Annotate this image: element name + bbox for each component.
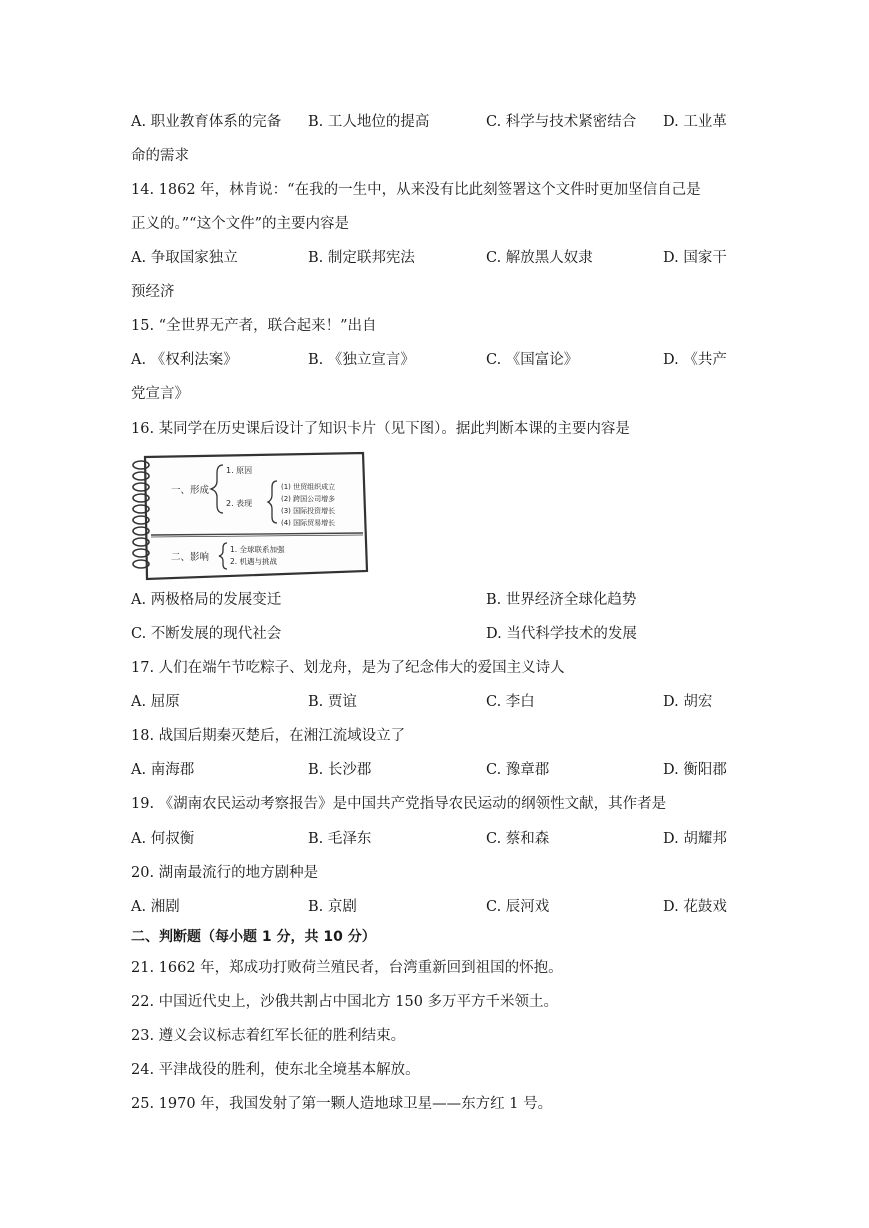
judge-item-25: 25. 1970 年，我国发射了第一颗人造地球卫星——东方红 1 号。 [131,1096,553,1112]
card-formation-label: 一、形成 [171,485,210,496]
q20-stem: 20. 湖南最流行的地方剧种是 [131,865,319,881]
q16-option-a: A. 两极格局的发展变迁 [131,592,282,608]
q19-option-d: D. 胡耀邦 [663,831,727,847]
q15-option-a: A. 《权利法案》 [131,352,238,368]
q15-stem: 15. “全世界无产者，联合起来！”出自 [131,318,377,334]
q14-stem-line2: 正义的。”“这个文件”的主要内容是 [131,216,349,232]
q18-option-d: D. 衡阳郡 [663,762,727,778]
q19-option-a: A. 何叔衡 [131,831,195,847]
q19-option-b: B. 毛泽东 [308,831,372,847]
q16-option-b: B. 世界经济全球化趋势 [486,592,637,608]
card-effect-1: 1. 全球联系加强 [230,545,285,554]
q15-option-c: C. 《国富论》 [486,352,579,368]
q18-stem: 18. 战国后期秦灭楚后，在湘江流域设立了 [131,728,406,744]
judge-item-24: 24. 平津战役的胜利，使东北全境基本解放。 [131,1062,420,1078]
card-item-4: (4) 国际贸易增长 [281,519,336,527]
q20-option-b: B. 京剧 [308,899,357,915]
q13-option-b: B. 工人地位的提高 [308,114,430,130]
q15-option-d-wrap: 党宣言》 [131,386,189,402]
card-item-3: (3) 国际投资增长 [281,507,336,515]
q17-option-b: B. 贾谊 [308,694,357,710]
q14-option-d-wrap: 预经济 [131,284,175,300]
q14-stem-line1: 14. 1862 年，林肯说：“在我的一生中，从来没有比此刻签署这个文件时更加坚信自己是 [131,182,701,198]
card-item-2: (2) 跨国公司增多 [281,495,336,503]
q15-option-b: B. 《独立宣言》 [308,352,415,368]
q20-option-c: C. 辰河戏 [486,899,550,915]
q20-option-a: A. 湘剧 [131,899,180,915]
q14-option-b: B. 制定联邦宪法 [308,250,415,266]
card-cause-label: 1. 原因 [226,466,253,475]
judge-item-21: 21. 1662 年，郑成功打败荷兰殖民者，台湾重新回到祖国的怀抱。 [131,960,563,976]
q19-stem: 19. 《湖南农民运动考察报告》是中国共产党指导农民运动的纲领性文献，其作者是 [131,796,667,812]
q16-option-c: C. 不断发展的现代社会 [131,626,282,642]
q13-option-d-wrap: 命的需求 [131,148,189,164]
card-influence-label: 二、影响 [171,552,210,563]
q19-option-c: C. 蔡和森 [486,831,550,847]
q17-option-c: C. 李白 [486,694,535,710]
q18-option-a: A. 南海郡 [131,762,195,778]
q14-option-d: D. 国家干 [663,250,727,266]
card-item-1: (1) 世贸组织成立 [281,483,336,491]
judge-item-22: 22. 中国近代史上，沙俄共割占中国北方 150 多万平方千米领土。 [131,994,559,1010]
judge-item-23: 23. 遵义会议标志着红军长征的胜利结束。 [131,1028,406,1044]
card-effect-2: 2. 机遇与挑战 [230,557,278,566]
q18-option-c: C. 豫章郡 [486,762,550,778]
q13-option-a: A. 职业教育体系的完备 [131,114,282,130]
section2-heading: 二、判断题（每小题 1 分，共 10 分） [131,929,376,945]
card-manifest-label: 2. 表现 [226,499,253,508]
q14-option-a: A. 争取国家独立 [131,250,238,266]
q14-option-c: C. 解放黑人奴隶 [486,250,593,266]
q16-stem: 16. 某同学在历史课后设计了知识卡片（见下图）。据此判断本课的主要内容是 [131,421,630,437]
q17-option-d: D. 胡宏 [663,694,713,710]
q20-option-d: D. 花鼓戏 [663,899,727,915]
q17-option-a: A. 屈原 [131,694,180,710]
q15-option-d: D. 《共产 [663,352,727,368]
q13-option-d: D. 工业革 [663,114,727,130]
knowledge-card-image [131,451,371,583]
q18-option-b: B. 长沙郡 [308,762,372,778]
q16-option-d: D. 当代科学技术的发展 [486,626,637,642]
q13-option-c: C. 科学与技术紧密结合 [486,114,637,130]
q17-stem: 17. 人们在端午节吃粽子、划龙舟，是为了纪念伟大的爱国主义诗人 [131,660,565,676]
